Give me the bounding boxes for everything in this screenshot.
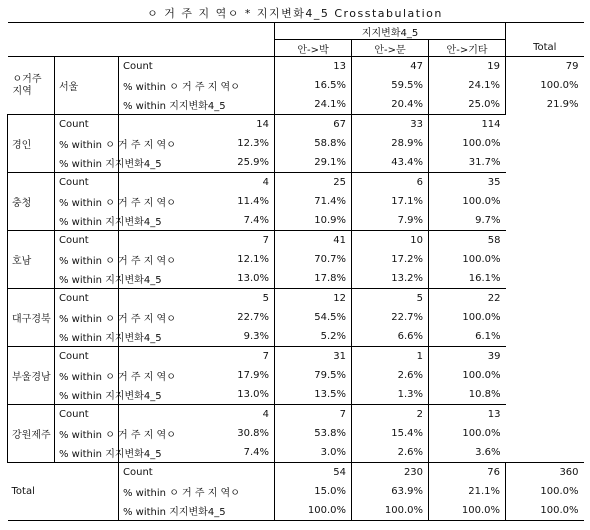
value-cell: 29.1% [275,153,352,173]
value-cell: 12.1% [119,250,275,269]
value-cell: 3.0% [275,443,352,463]
statistic-label: Count [119,463,275,483]
value-cell: 13.0% [119,269,275,289]
value-cell: 70.7% [275,250,352,269]
value-cell: 100.0% [275,501,352,521]
column-header: 안->문 [352,40,429,57]
total-row-label: Total [8,463,119,521]
total-cell: 58 [429,231,506,251]
statistic-label: Count [119,57,275,77]
statistic-label: % within 지지변화4_5 [119,501,275,521]
value-cell: 41 [275,231,352,251]
total-cell: 100.0% [506,76,584,95]
value-cell: 20.4% [352,95,429,115]
statistic-label: Count [55,405,119,425]
value-cell: 100.0% [429,501,506,521]
value-cell: 7 [119,347,275,367]
value-cell: 6.6% [352,327,429,347]
value-cell: 21.1% [429,482,506,501]
statistic-label: % within 지지변화4_5 [55,269,119,289]
value-cell: 4 [119,405,275,425]
column-header-total: Total [506,40,584,57]
value-cell: 28.9% [352,134,429,153]
total-cell: 114 [429,115,506,135]
region-label: 호남 [8,231,55,289]
total-cell: 100.0% [429,134,506,153]
value-cell: 15.0% [275,482,352,501]
statistic-label: Count [55,347,119,367]
value-cell: 9.3% [119,327,275,347]
table-row [8,231,584,251]
region-label: 경인 [8,115,55,173]
value-cell: 47 [352,57,429,77]
value-cell: 31 [275,347,352,367]
table-row [8,173,584,193]
value-cell: 17.8% [275,269,352,289]
statistic-label: % within 지지변화4_5 [55,153,119,173]
region-label: 서울 [55,57,119,115]
value-cell: 6 [352,173,429,193]
value-cell: 230 [352,463,429,483]
value-cell: 33 [352,115,429,135]
value-cell: 25.0% [429,95,506,115]
value-cell: 15.4% [352,424,429,443]
statistic-label: % within 지지변화4_5 [55,327,119,347]
value-cell: 13 [275,57,352,77]
value-cell: 22.7% [119,308,275,327]
value-cell: 16.5% [275,76,352,95]
value-cell: 12.3% [119,134,275,153]
table-row [8,134,584,153]
value-cell: 54 [275,463,352,483]
table-row [8,327,584,347]
total-cell: 13 [429,405,506,425]
header-blank [8,23,275,40]
value-cell: 2 [352,405,429,425]
column-header: 안->기타 [429,40,506,57]
value-cell: 2.6% [352,443,429,463]
total-cell: 100.0% [429,250,506,269]
table-row [8,211,584,231]
value-cell: 76 [429,463,506,483]
total-cell: 35 [429,173,506,193]
value-cell: 1.3% [352,385,429,405]
value-cell: 30.8% [119,424,275,443]
value-cell: 13.0% [119,385,275,405]
value-cell: 5 [352,289,429,309]
table-row [8,347,584,367]
total-cell: 6.1% [429,327,506,347]
value-cell: 22.7% [352,308,429,327]
statistic-label: % within 지지변화4_5 [55,211,119,231]
value-cell: 25.9% [119,153,275,173]
statistic-label: Count [55,115,119,135]
value-cell: 67 [275,115,352,135]
value-cell: 2.6% [352,366,429,385]
value-cell: 7.4% [119,443,275,463]
statistic-label: % within 지지변화4_5 [55,385,119,405]
value-cell: 10.9% [275,211,352,231]
column-variable-label: 지지변화4_5 [275,23,506,40]
total-cell: 22 [429,289,506,309]
total-cell: 3.6% [429,443,506,463]
table-row [8,250,584,269]
region-label: 부울경남 [8,347,55,405]
value-cell: 24.1% [275,95,352,115]
statistic-label: Count [55,231,119,251]
table-row [8,443,584,463]
table-row [8,192,584,211]
statistic-label: % within ㅇ 거 주 지 역ㅇ [55,366,119,385]
value-cell: 7 [119,231,275,251]
value-cell: 14 [119,115,275,135]
header-total-spacer [506,23,584,40]
value-cell: 79.5% [275,366,352,385]
table-row [8,366,584,385]
value-cell: 12 [275,289,352,309]
table-row [8,385,584,405]
table-row [8,463,584,483]
total-cell: 39 [429,347,506,367]
statistic-label: % within ㅇ 거 주 지 역ㅇ [119,482,275,501]
table-row [8,289,584,309]
crosstab-table [7,22,584,521]
region-label: 대구경북 [8,289,55,347]
table-header [8,23,584,57]
value-cell: 43.4% [352,153,429,173]
table-row [8,308,584,327]
value-cell: 13.5% [275,385,352,405]
value-cell: 7.4% [119,211,275,231]
table-row [8,424,584,443]
table-row [8,115,584,135]
row-variable-label: ㅇ거주지역 [8,57,55,115]
column-header: 안->박 [275,40,352,57]
value-cell: 58.8% [275,134,352,153]
total-cell: 100.0% [429,192,506,211]
value-cell: 11.4% [119,192,275,211]
region-label: 충청 [8,173,55,231]
total-cell: 360 [506,463,584,483]
region-label: 강원제주 [8,405,55,463]
table-row [8,153,584,173]
value-cell: 17.1% [352,192,429,211]
value-cell: 19 [429,57,506,77]
statistic-label: % within 지지변화4_5 [55,443,119,463]
total-cell: 100.0% [429,308,506,327]
value-cell: 17.2% [352,250,429,269]
header-blank-2 [8,40,275,57]
value-cell: 4 [119,173,275,193]
value-cell: 63.9% [352,482,429,501]
statistic-label: Count [55,173,119,193]
total-cell: 10.8% [429,385,506,405]
value-cell: 54.5% [275,308,352,327]
value-cell: 7.9% [352,211,429,231]
total-cell: 79 [506,57,584,77]
value-cell: 13.2% [352,269,429,289]
value-cell: 100.0% [352,501,429,521]
statistic-label: % within 지지변화4_5 [119,95,275,115]
value-cell: 10 [352,231,429,251]
statistic-label: % within ㅇ 거 주 지 역ㅇ [119,76,275,95]
total-cell: 16.1% [429,269,506,289]
table-row [8,405,584,425]
value-cell: 25 [275,173,352,193]
statistic-label: % within ㅇ 거 주 지 역ㅇ [55,250,119,269]
value-cell: 71.4% [275,192,352,211]
table-row [8,57,584,77]
total-cell: 31.7% [429,153,506,173]
table-title: ㅇ 거 주 지 역ㅇ * 지지변화4_5 Crosstabulation [147,7,443,20]
value-cell: 53.8% [275,424,352,443]
statistic-label: % within ㅇ 거 주 지 역ㅇ [55,424,119,443]
value-cell: 5.2% [275,327,352,347]
total-cell: 100.0% [506,482,584,501]
total-cell: 100.0% [506,501,584,521]
value-cell: 5 [119,289,275,309]
statistic-label: % within ㅇ 거 주 지 역ㅇ [55,134,119,153]
value-cell: 59.5% [352,76,429,95]
statistic-label: % within ㅇ 거 주 지 역ㅇ [55,192,119,211]
value-cell: 7 [275,405,352,425]
value-cell: 17.9% [119,366,275,385]
statistic-label: Count [55,289,119,309]
total-cell: 100.0% [429,366,506,385]
value-cell: 1 [352,347,429,367]
statistic-label: % within ㅇ 거 주 지 역ㅇ [55,308,119,327]
value-cell: 24.1% [429,76,506,95]
total-cell: 21.9% [506,95,584,115]
total-cell: 100.0% [429,424,506,443]
table-row [8,269,584,289]
total-cell: 9.7% [429,211,506,231]
